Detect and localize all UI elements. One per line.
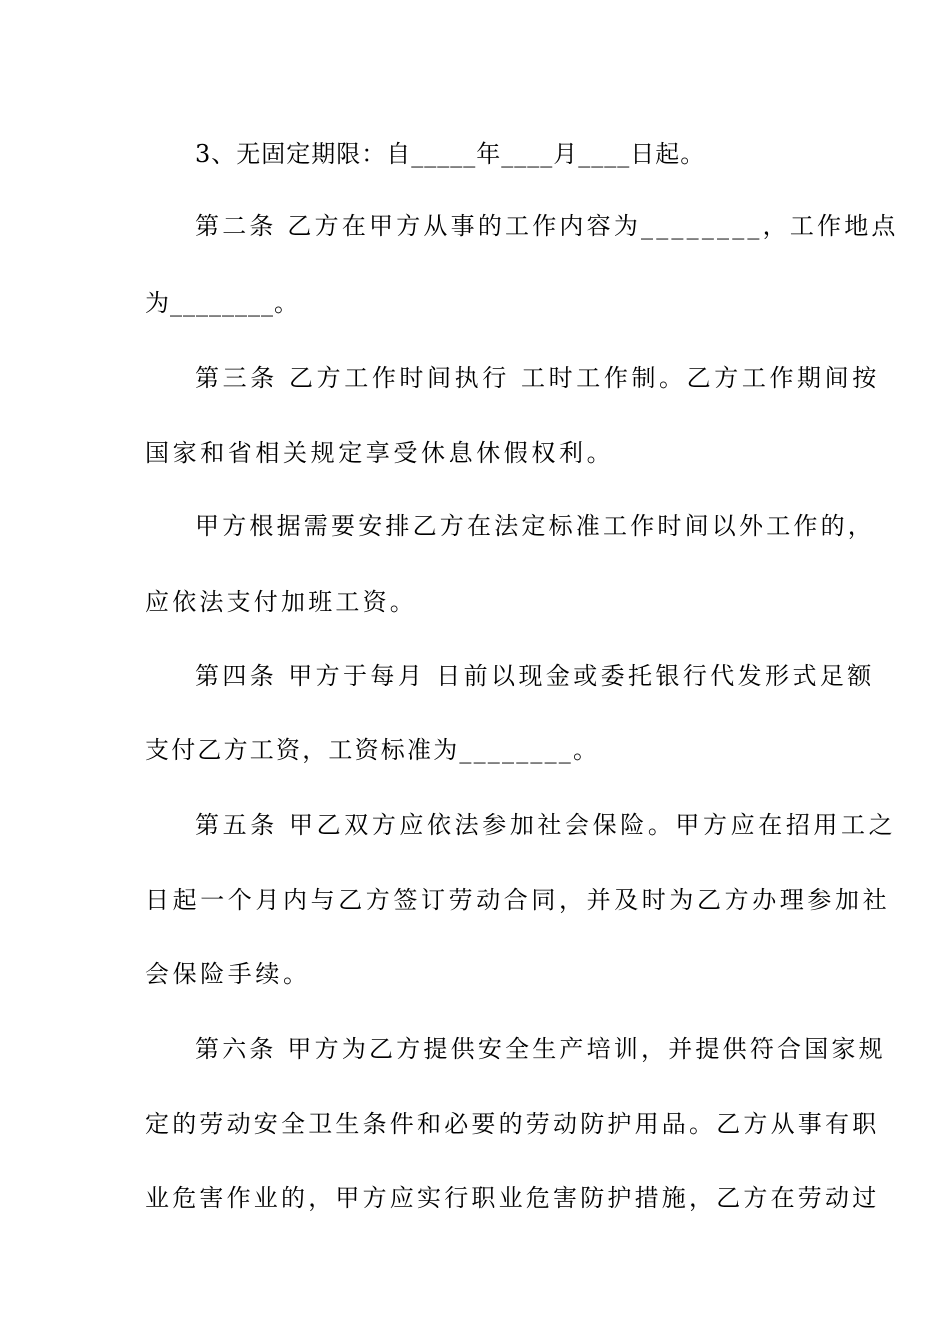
text-line-overtime: 甲方根据需要安排乙方在法定标准工作时间以外工作的， <box>195 512 875 540</box>
text-line-overtime-cont: 应依法支付加班工资。 <box>145 588 417 616</box>
text-line-article-6-cont: 定的劳动安全卫生条件和必要的劳动防护用品。乙方从事有职 <box>145 1110 880 1138</box>
text-line-article-3: 第三条 乙方工作时间执行 工时工作制。乙方工作期间按 <box>195 364 880 392</box>
text-line-article-3-cont: 国家和省相关规定享受休息休假权利。 <box>145 439 615 467</box>
text-line-article-2: 第二条 乙方在甲方从事的工作内容为________，工作地点 <box>195 212 899 240</box>
text-line-article-6-cont2: 业危害作业的，甲方应实行职业危害防护措施，乙方在劳动过 <box>145 1184 880 1212</box>
text-line-article-5-end: 会保险手续。 <box>145 960 311 988</box>
text-line-article-5: 第五条 甲乙双方应依法参加社会保险。甲方应在招用工之 <box>195 811 897 839</box>
text-line-article-2-cont: 为________。 <box>145 289 299 317</box>
text-line-article-4: 第四条 甲方于每月 日前以现金或委托银行代发形式足额 <box>195 662 875 690</box>
text-line-article-6: 第六条 甲方为乙方提供安全生产培训，并提供符合国家规 <box>195 1035 886 1063</box>
text-line-article-5-cont: 日起一个月内与乙方签订劳动合同，并及时为乙方办理参加社 <box>145 886 891 914</box>
text-line-indefinite-term: 3、无固定期限：自_____年____月____日起。 <box>195 140 706 168</box>
text-line-article-4-cont: 支付乙方工资，工资标准为________。 <box>145 736 600 764</box>
